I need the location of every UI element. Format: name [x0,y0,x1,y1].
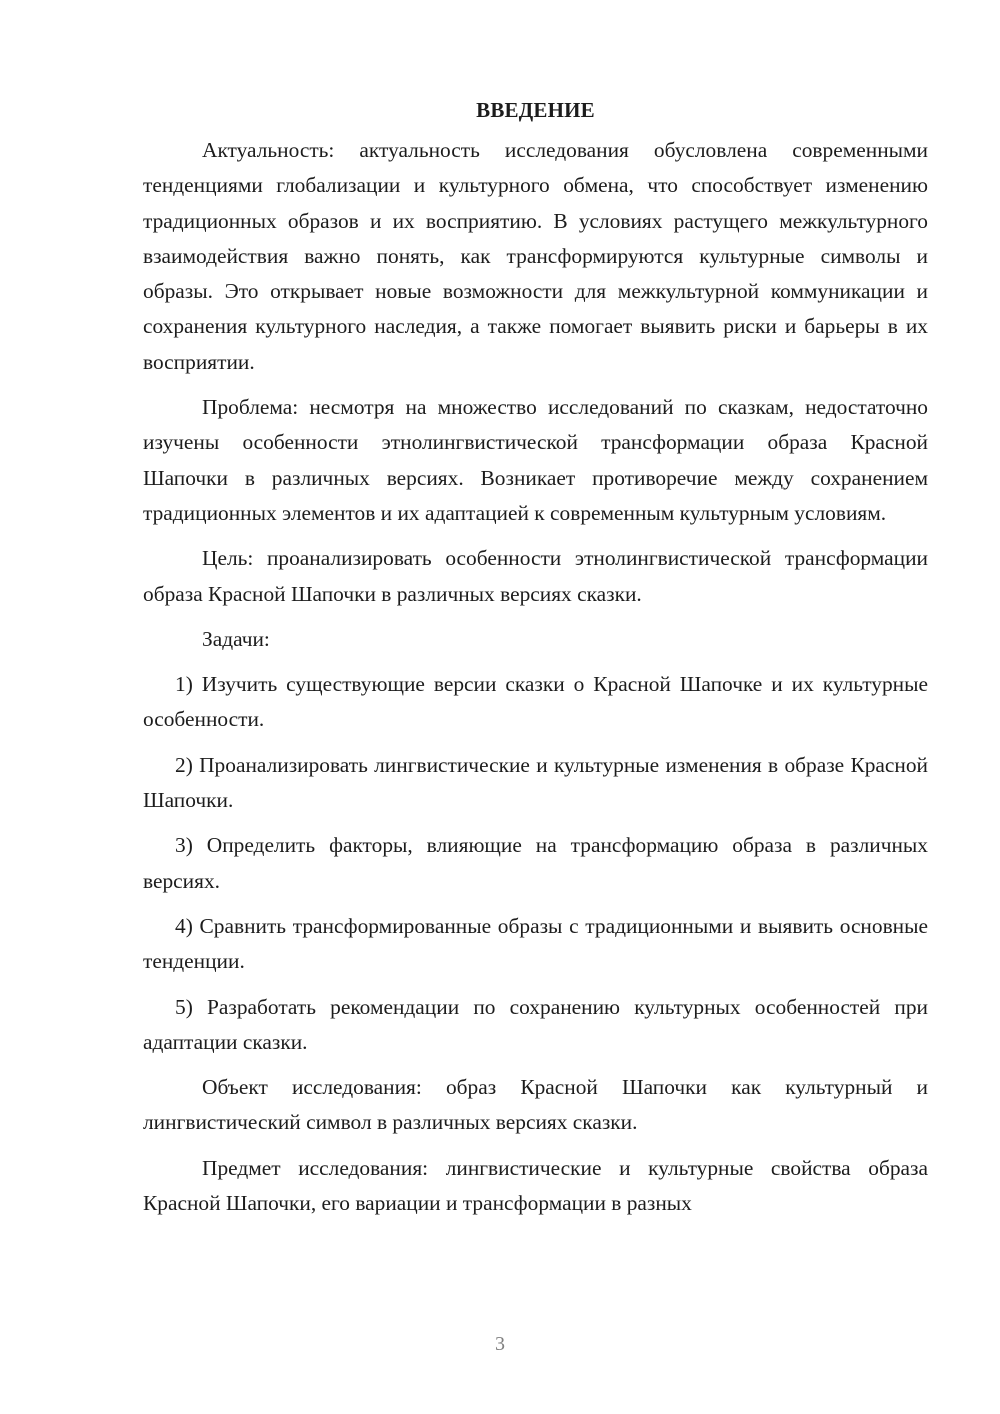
paragraph-goal: Цель: проанализировать особенности этнолингвистической трансформации образа Красной Шапочки в различных версиях сказки. [143,546,928,606]
section-heading: ВВЕДЕНИЕ [476,98,595,122]
page-number: 3 [495,1333,505,1355]
paragraph-problem: Проблема: несмотря на множество исследований по сказкам, недостаточно изучены особенности этнолингвистической трансформации образа Красной Шапочки в различных версиях. Возникает противоречие между сохранением традиционных элементов и их адаптацией к современным культурным условиям. [143,395,928,525]
paragraph-subject: Предмет исследования: лингвистические и культурные свойства образа Красной Шапочки, его вариации и трансформации в разных [143,1155,928,1216]
task-item: 1) Изучить существующие версии сказки о Красной Шапочке и их культурные особенности. [143,672,928,732]
task-item: 3) Определить факторы, влияющие на трансформацию образа в различных версиях. [143,833,928,893]
paragraph-relevance: Актуальность: актуальность исследования обусловлена современными тенденциями глобализации и культурного обмена, что способствует изменению традиционных образов и их восприятию. В условиях растущего межкультурного взаимодействия важно понять, как трансформируются культурные символы и образы. Это открывает новые возможности для межкультурной коммуникации и сохранения культурного наследия, а также помогает выявить риски и барьеры в их восприятии. [143,138,928,374]
document-page [143,96,928,1231]
task-item: 2) Проанализировать лингвистические и культурные изменения в образе Красной Шапочки. [143,752,928,813]
task-item: 5) Разработать рекомендации по сохранению культурных особенностей при адаптации сказки. [143,994,928,1054]
tasks-label: Задачи: [202,626,270,651]
task-item: 4) Сравнить трансформированные образы с традиционными и выявить основные тенденции. [143,913,928,974]
paragraph-object: Объект исследования: образ Красной Шапочки как культурный и лингвистический символ в различных версиях сказки. [143,1075,928,1135]
